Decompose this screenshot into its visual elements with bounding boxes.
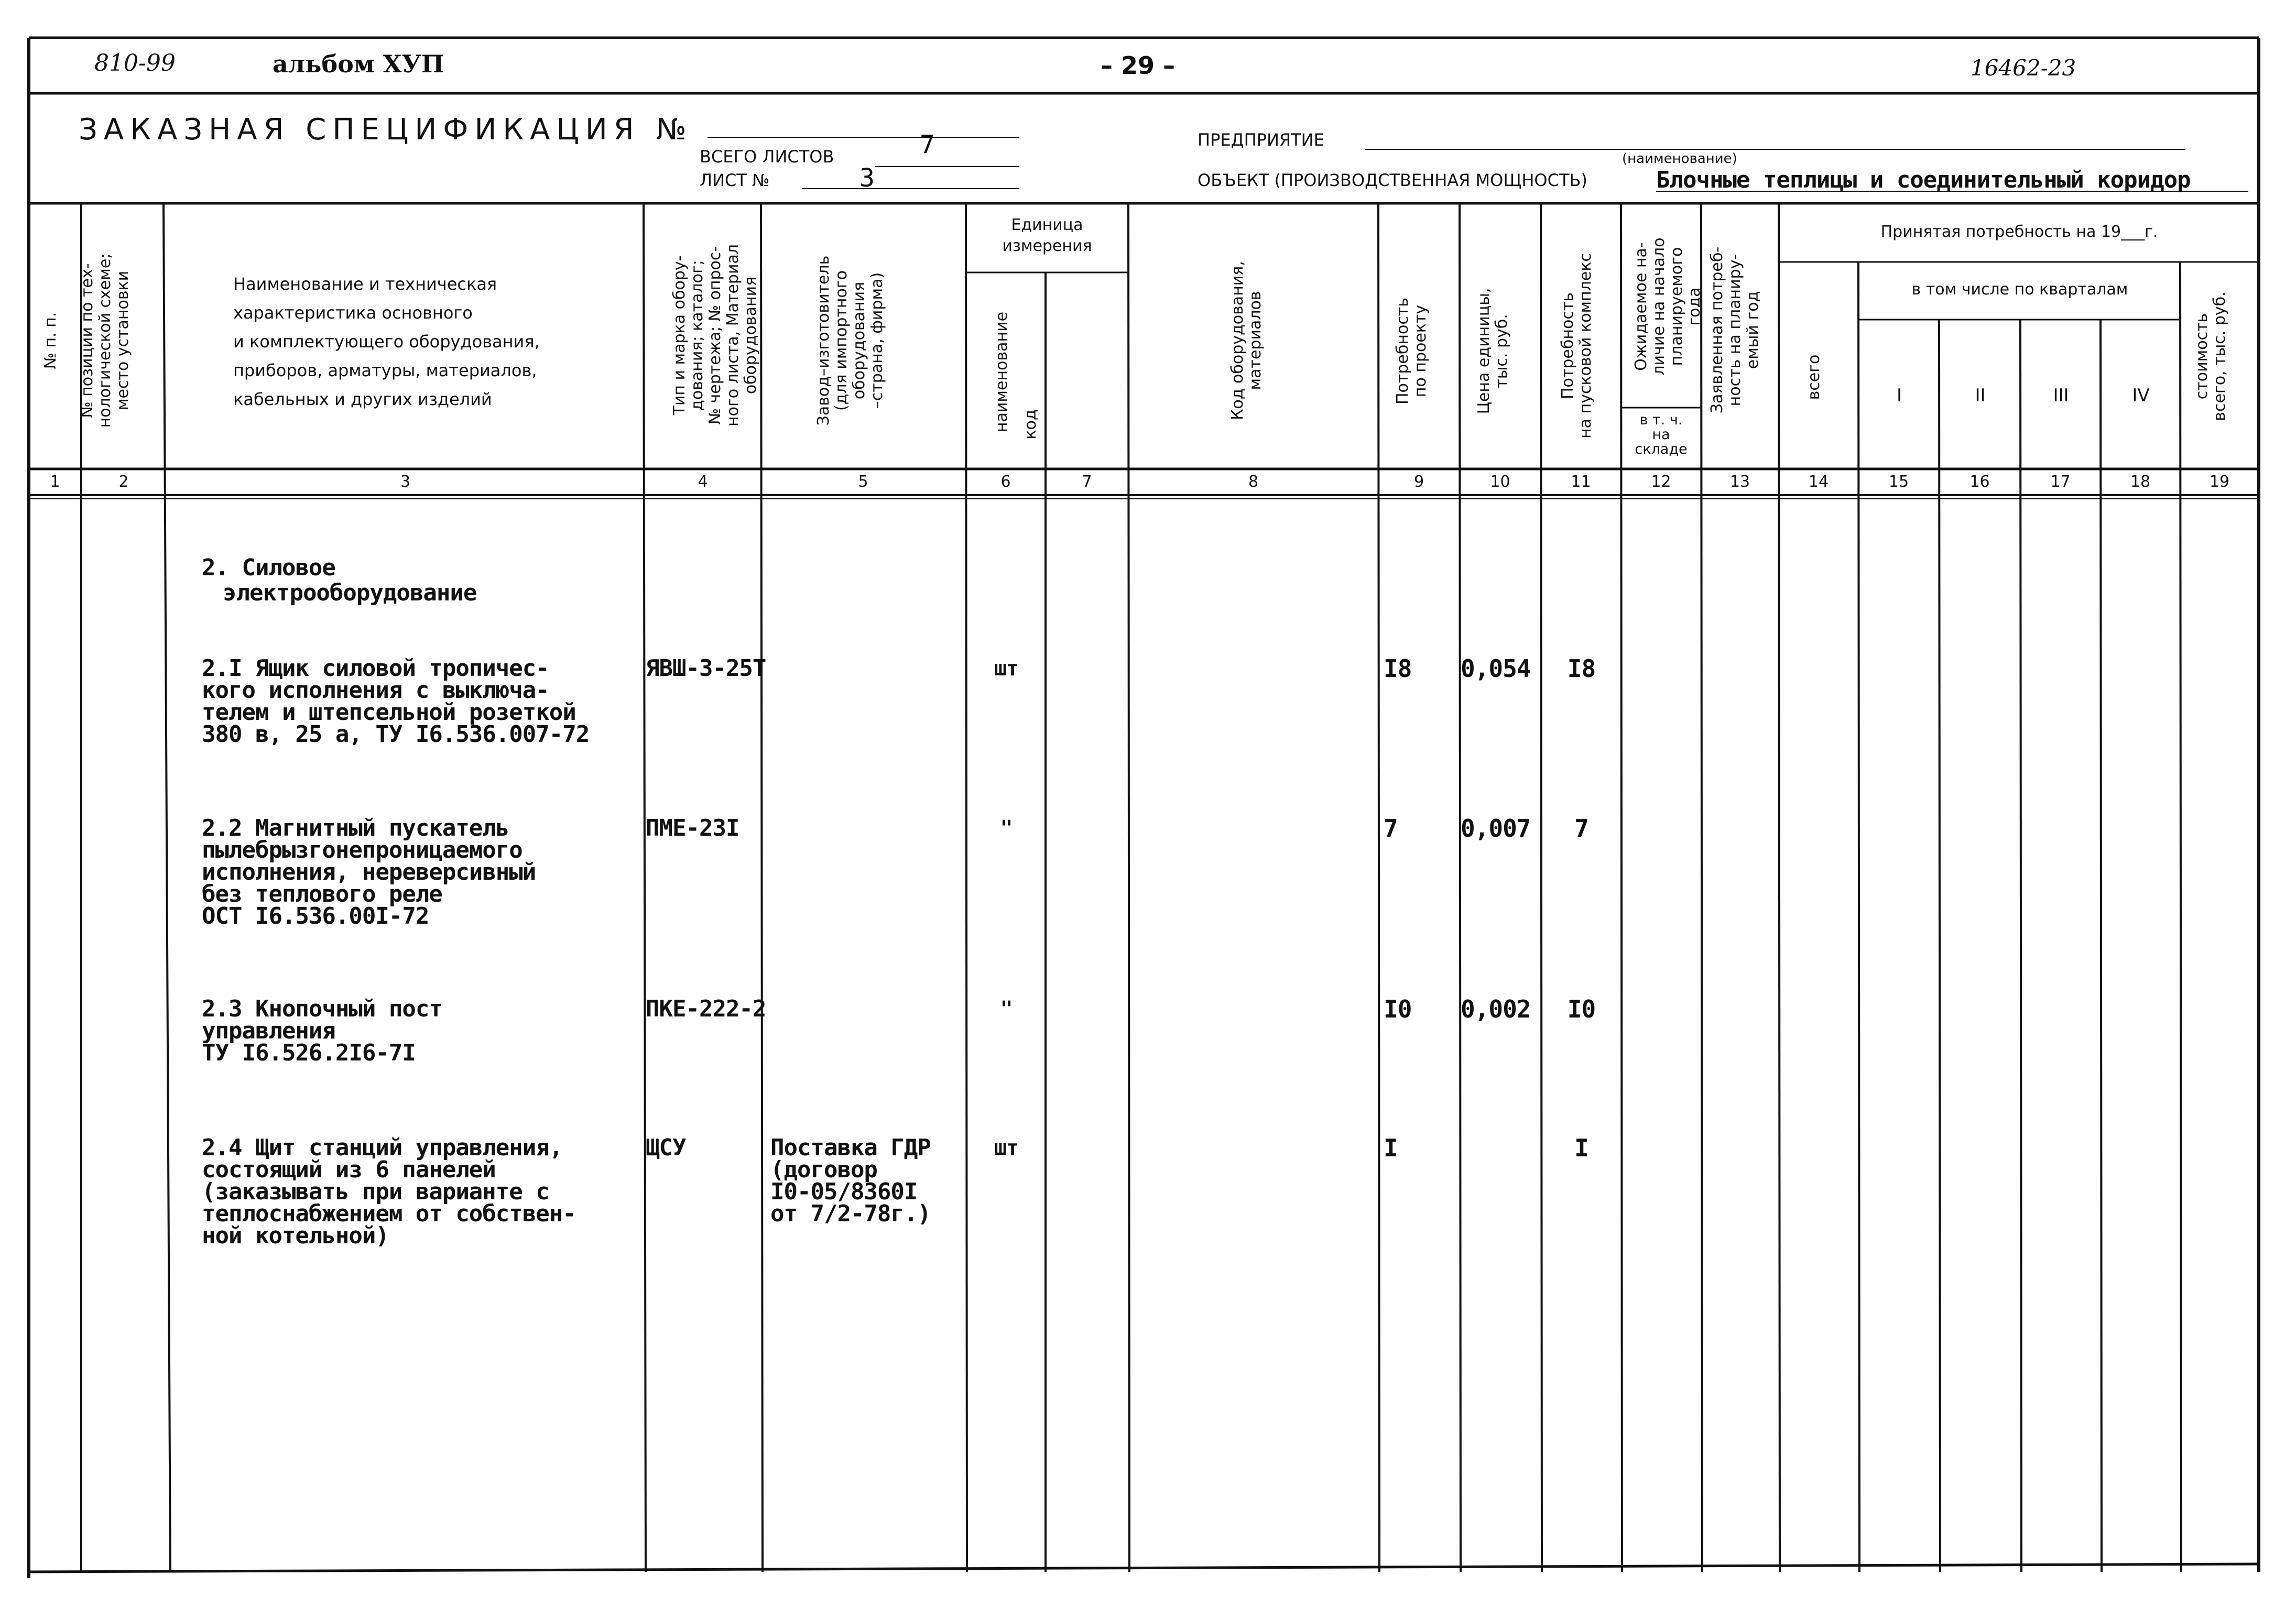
col-header-9: Потребность по проекту <box>1394 298 1430 405</box>
total-sheets-value: 7 <box>920 130 935 159</box>
page-number: – 29 – <box>1101 51 1176 80</box>
col-header-3: Наименование и техническая характеристика основного и комплектующего оборудования, приборов, арматуры, материалов, кабельных и других изделий <box>233 274 540 409</box>
col-number: 16 <box>1969 473 1990 491</box>
item-need: I8 <box>1384 654 1412 683</box>
col-number: 17 <box>2050 473 2071 491</box>
item-manufacturer-line: Поставка ГДР <box>770 1134 931 1161</box>
item-manufacturer-line: (договор <box>770 1156 877 1183</box>
item-launch-need: 7 <box>1574 814 1588 843</box>
item-launch-need: I <box>1574 1134 1588 1162</box>
item-price: 0,002 <box>1461 995 1531 1023</box>
item-description-line: состоящий из 6 панелей <box>202 1156 496 1183</box>
item-description-line: исполнения, нереверсивный <box>202 859 536 885</box>
col-number: 18 <box>2130 473 2151 491</box>
col-header-10: Цена единицы, тыс. руб. <box>1475 288 1511 414</box>
col-number: 14 <box>1808 473 1829 491</box>
item-description-line: ТУ I6.526.2I6-7I <box>202 1040 416 1066</box>
col-header-11: Потребность на пусковой комплекс <box>1559 253 1595 439</box>
item-description-line: без теплового реле <box>202 881 442 907</box>
col-number: 7 <box>1082 473 1092 491</box>
col-header-19: стоимость всего, тыс. руб. <box>2193 291 2229 421</box>
col-number: 15 <box>1888 473 1909 491</box>
item-description-line: (заказывать при варианте с <box>202 1178 549 1205</box>
col-header-7: код <box>1021 409 1040 440</box>
left-code: 810-99 <box>94 50 176 76</box>
spec-title: ЗАКАЗНАЯ СПЕЦИФИКАЦИЯ № <box>79 113 693 147</box>
col-header-12: Ожидаемое на- личие на начало планируемого года <box>1632 237 1704 376</box>
sheet-label: ЛИСТ № <box>700 170 770 190</box>
right-code: 16462-23 <box>1971 55 2076 81</box>
col-number: 13 <box>1729 473 1750 491</box>
section-heading-line: 2. Силовое <box>202 554 335 581</box>
col-number: 6 <box>1000 473 1011 491</box>
col-header-1: № п. п. <box>41 312 60 369</box>
col-header-2: № позиции по тех- нологической схеме; место установки <box>78 253 132 428</box>
col-number: 1 <box>50 473 60 491</box>
item-description-line: теплоснабжением от собствен- <box>202 1200 576 1227</box>
item-description-line: 380 в, 25 а, ТУ I6.536.007-72 <box>202 721 590 748</box>
item-need: 7 <box>1384 814 1398 843</box>
item-type: ЯВШ-3-25Т <box>646 655 766 682</box>
item-description-line: кого исполнения с выключа- <box>202 677 549 704</box>
item-description-line: управления <box>202 1018 335 1044</box>
album-label: альбом XУП <box>273 50 444 78</box>
item-manufacturer <box>770 1134 931 1227</box>
item-manufacturer-line: I0-05/8360I <box>770 1178 918 1205</box>
section-heading-line: электрооборудование <box>223 579 477 606</box>
item-unit: " <box>1000 816 1013 840</box>
col-number: 8 <box>1248 473 1259 491</box>
item-need: I <box>1384 1134 1398 1162</box>
naming-note: (наименование) <box>1622 151 1737 167</box>
col-number: 11 <box>1571 473 1591 491</box>
col-number: 10 <box>1490 473 1510 491</box>
item-need: I0 <box>1384 995 1412 1023</box>
sheet-value: 3 <box>859 163 875 193</box>
item-description <box>202 998 442 1064</box>
item-type: ЩСУ <box>646 1134 686 1161</box>
item-type: ПМЕ-23I <box>646 815 739 841</box>
object-label: ОБЪЕКТ (ПРОИЗВОДСТВЕННАЯ МОЩНОСТЬ) <box>1198 170 1587 190</box>
col-header-14: всего <box>1805 354 1823 400</box>
quarters-header: в том числе по кварталам <box>1911 280 2128 299</box>
total-sheets-label: ВСЕГО ЛИСТОВ <box>700 147 834 167</box>
item-description-line: телем и штепсельной розеткой <box>202 699 576 726</box>
col-header-6: наименование <box>993 311 1011 433</box>
item-description-line: 2.2 Магнитный пускатель <box>202 815 509 841</box>
item-description <box>202 817 536 927</box>
object-value: Блочные теплицы и соединительный коридор <box>1656 167 2191 193</box>
col-header-q2: II <box>1975 385 1986 406</box>
col-number: 5 <box>858 473 868 491</box>
item-unit: шт <box>994 657 1019 681</box>
item-description-line: 2.4 Щит станций управления, <box>202 1134 563 1161</box>
column-number-row <box>29 473 2259 494</box>
col-number: 3 <box>400 473 411 491</box>
col-number: 12 <box>1651 473 1671 491</box>
col-header-q3: III <box>2053 385 2069 406</box>
item-description-line: ОСТ I6.536.00I-72 <box>202 903 429 929</box>
item-description <box>202 655 590 748</box>
section-heading <box>202 555 476 606</box>
col-number: 19 <box>2209 473 2230 491</box>
enterprise-label: ПРЕДПРИЯТИЕ <box>1198 130 1324 150</box>
item-description-line: 2.3 Кнопочный пост <box>202 996 442 1022</box>
col-header-4: Тип и марка обору- дования; каталог; № чертежа; № опрос- ного листа, Материал оборудования <box>670 244 760 427</box>
col-header-8: Код оборудования, материалов <box>1228 261 1265 420</box>
col-header-q1: I <box>1896 385 1902 406</box>
accepted-header: Принятая потребность на 19___г. <box>1880 223 2158 241</box>
item-manufacturer-line: от 7/2-78г.) <box>770 1200 931 1227</box>
item-price: 0,054 <box>1461 654 1531 683</box>
item-type: ПКЕ-222-2 <box>646 996 766 1022</box>
item-launch-need: I8 <box>1567 654 1596 683</box>
item-price: 0,007 <box>1461 814 1531 843</box>
item-launch-need: I0 <box>1567 995 1596 1023</box>
col-header-5: Завод–изготовитель (для импортного оборудования –страна, фирма) <box>814 255 886 426</box>
col-header-q4: IV <box>2132 385 2150 406</box>
col-header-unit-group: Единица измерения <box>1002 216 1092 255</box>
item-description-line: 2.I Ящик силовой тропичес- <box>202 655 549 682</box>
col-number: 4 <box>698 473 708 491</box>
col-number: 9 <box>1413 473 1424 491</box>
col-number: 2 <box>118 473 129 491</box>
item-description <box>202 1134 576 1249</box>
item-unit: шт <box>994 1136 1019 1160</box>
item-description-line: пылебрызгонепроницаемого <box>202 837 523 863</box>
col-header-12-sub: в т. ч. на складе <box>1635 412 1688 457</box>
col-header-13: Заявленная потреб- ность на планиру- емый год <box>1708 246 1762 414</box>
item-description-line: ной котельной) <box>202 1222 389 1249</box>
item-unit: " <box>1000 997 1013 1021</box>
